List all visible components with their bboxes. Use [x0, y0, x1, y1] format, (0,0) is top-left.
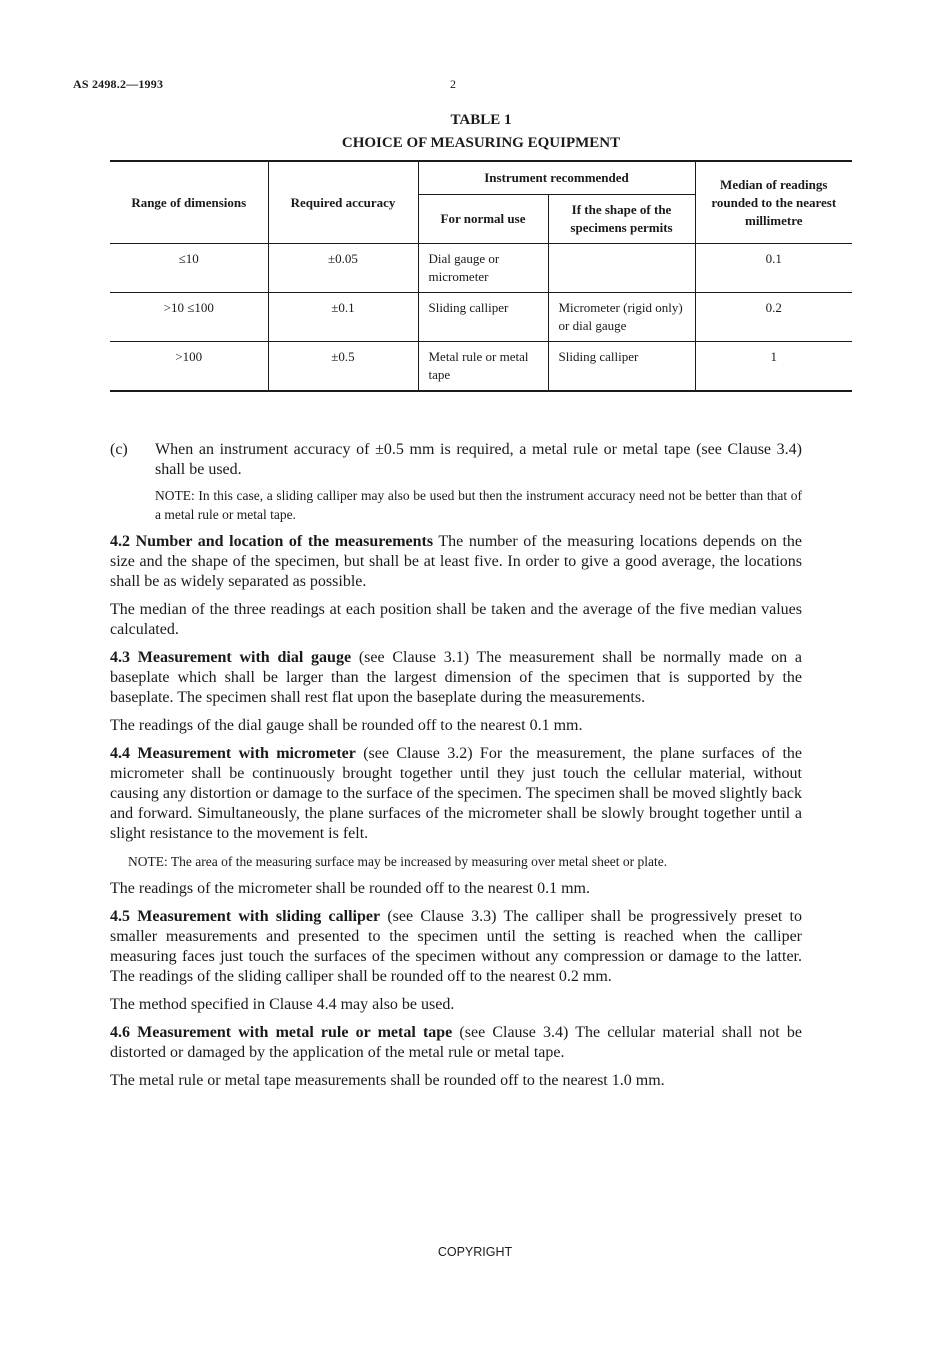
note-c: NOTE: In this case, a sliding calliper may also be used but then the instrument accuracy need not be better than that of a metal rule or metal tape. — [155, 488, 802, 522]
table-row — [110, 244, 852, 293]
header-accuracy: Required accuracy — [268, 161, 418, 244]
clause-4-5 — [110, 907, 802, 987]
copyright-footer: COPYRIGHT — [437, 1245, 513, 1259]
cell-median: 0.2 — [695, 293, 852, 342]
clause-4-4-heading: 4.4 Measurement with micrometer — [110, 745, 356, 762]
cell-normal-use: Sliding calliper — [418, 293, 548, 342]
cell-shape-permits: Sliding calliper — [548, 342, 695, 392]
table-header-row — [110, 161, 852, 195]
clause-4-6-text: (see Clause 3.4) The cellular material shall not be distorted or damaged by the application of the metal rule or metal tape. — [110, 1024, 803, 1061]
clause-4-3-paragraph: The readings of the dial gauge shall be rounded off to the nearest 0.1 mm. — [110, 717, 583, 734]
clause-4-4-text: (see Clause 3.2) For the measurement, the plane surfaces of the micrometer shall be continuously brought together until they just touch the cellular material, without causing any distortion or damage to the surface of the specimen. The specimen shall be moved slightly back and forward. Simultaneously, the plane surfaces of the micrometer shall be slowly brought together until a slight resistance to the movement is felt. — [110, 745, 802, 842]
clause-4-5-text: (see Clause 3.3) The calliper shall be progressively preset to smaller measurements and presented to the specimen until the setting is reached when the calliper measuring faces just touch the surfaces of the specimen without any compression or damage to the latter. The readings of the sliding calliper shall be rounded off to the nearest 0.2 mm. — [110, 908, 802, 985]
note-4-4: NOTE: The area of the measuring surface may be increased by measuring over metal sheet or plate. — [128, 854, 668, 869]
list-item-text: When an instrument accuracy of ±0.5 mm is required, a metal rule or metal tape (see Clause 3.4) shall be used. — [155, 441, 802, 478]
clause-4-5-paragraph: The method specified in Clause 4.4 may also be used. — [110, 996, 455, 1013]
page-number: 2 — [450, 77, 456, 91]
header-instrument: Instrument recommended — [418, 161, 695, 195]
table-label: TABLE 1 — [450, 112, 512, 128]
header-normal-use: For normal use — [418, 195, 548, 244]
body-text — [110, 440, 802, 1099]
header-shape-permits: If the shape of the specimens permits — [548, 195, 695, 244]
cell-accuracy: ±0.05 — [268, 244, 418, 293]
cell-median: 1 — [695, 342, 852, 392]
table-title: CHOICE OF MEASURING EQUIPMENT — [341, 135, 621, 151]
clause-4-2-paragraph: The median of the three readings at each position shall be taken and the average of the five median values calculated. — [110, 601, 802, 638]
clause-4-4 — [110, 744, 802, 844]
clause-4-6-heading: 4.6 Measurement with metal rule or metal tape — [110, 1024, 453, 1041]
clause-4-2 — [110, 532, 802, 592]
cell-range: ≤10 — [110, 244, 268, 293]
clause-4-2-heading: 4.2 Number and location of the measurements — [110, 533, 434, 550]
cell-accuracy: ±0.5 — [268, 342, 418, 392]
cell-normal-use: Metal rule or metal tape — [418, 342, 548, 392]
list-item-c — [110, 440, 802, 480]
cell-shape-permits: Micrometer (rigid only) or dial gauge — [548, 293, 695, 342]
table-row — [110, 342, 852, 392]
clause-4-2-text: The number of the measuring locations depends on the size and the shape of the specimen, but shall be at least five. In order to give a good average, the locations shall be as widely separated as possible. — [110, 533, 802, 590]
header-median: Median of readings rounded to the nearest millimetre — [695, 161, 852, 244]
clause-4-6-paragraph: The metal rule or metal tape measurements shall be rounded off to the nearest 1.0 mm. — [110, 1072, 665, 1089]
cell-normal-use: Dial gauge or micrometer — [418, 244, 548, 293]
clause-4-3 — [110, 648, 802, 708]
clause-4-5-heading: 4.5 Measurement with sliding calliper — [110, 908, 381, 925]
cell-median: 0.1 — [695, 244, 852, 293]
table-row — [110, 293, 852, 342]
clause-4-4-paragraph: The readings of the micrometer shall be rounded off to the nearest 0.1 mm. — [110, 880, 590, 897]
cell-accuracy: ±0.1 — [268, 293, 418, 342]
clause-4-3-text: (see Clause 3.1) The measurement shall be normally made on a baseplate which shall be larger than the largest dimension of the specimen that is supported by the baseplate. The specimen shall rest flat upon the baseplate during the measurements. — [110, 649, 802, 706]
cell-shape-permits — [548, 244, 695, 293]
cell-range: >10 ≤100 — [110, 293, 268, 342]
header-range: Range of dimensions — [110, 161, 268, 244]
cell-range: >100 — [110, 342, 268, 392]
clause-4-3-heading: 4.3 Measurement with dial gauge — [110, 649, 352, 666]
list-item-label: (c) — [110, 441, 128, 458]
clause-4-6 — [110, 1023, 802, 1063]
equipment-table — [110, 160, 852, 392]
standard-reference: AS 2498.2—1993 — [73, 77, 164, 91]
